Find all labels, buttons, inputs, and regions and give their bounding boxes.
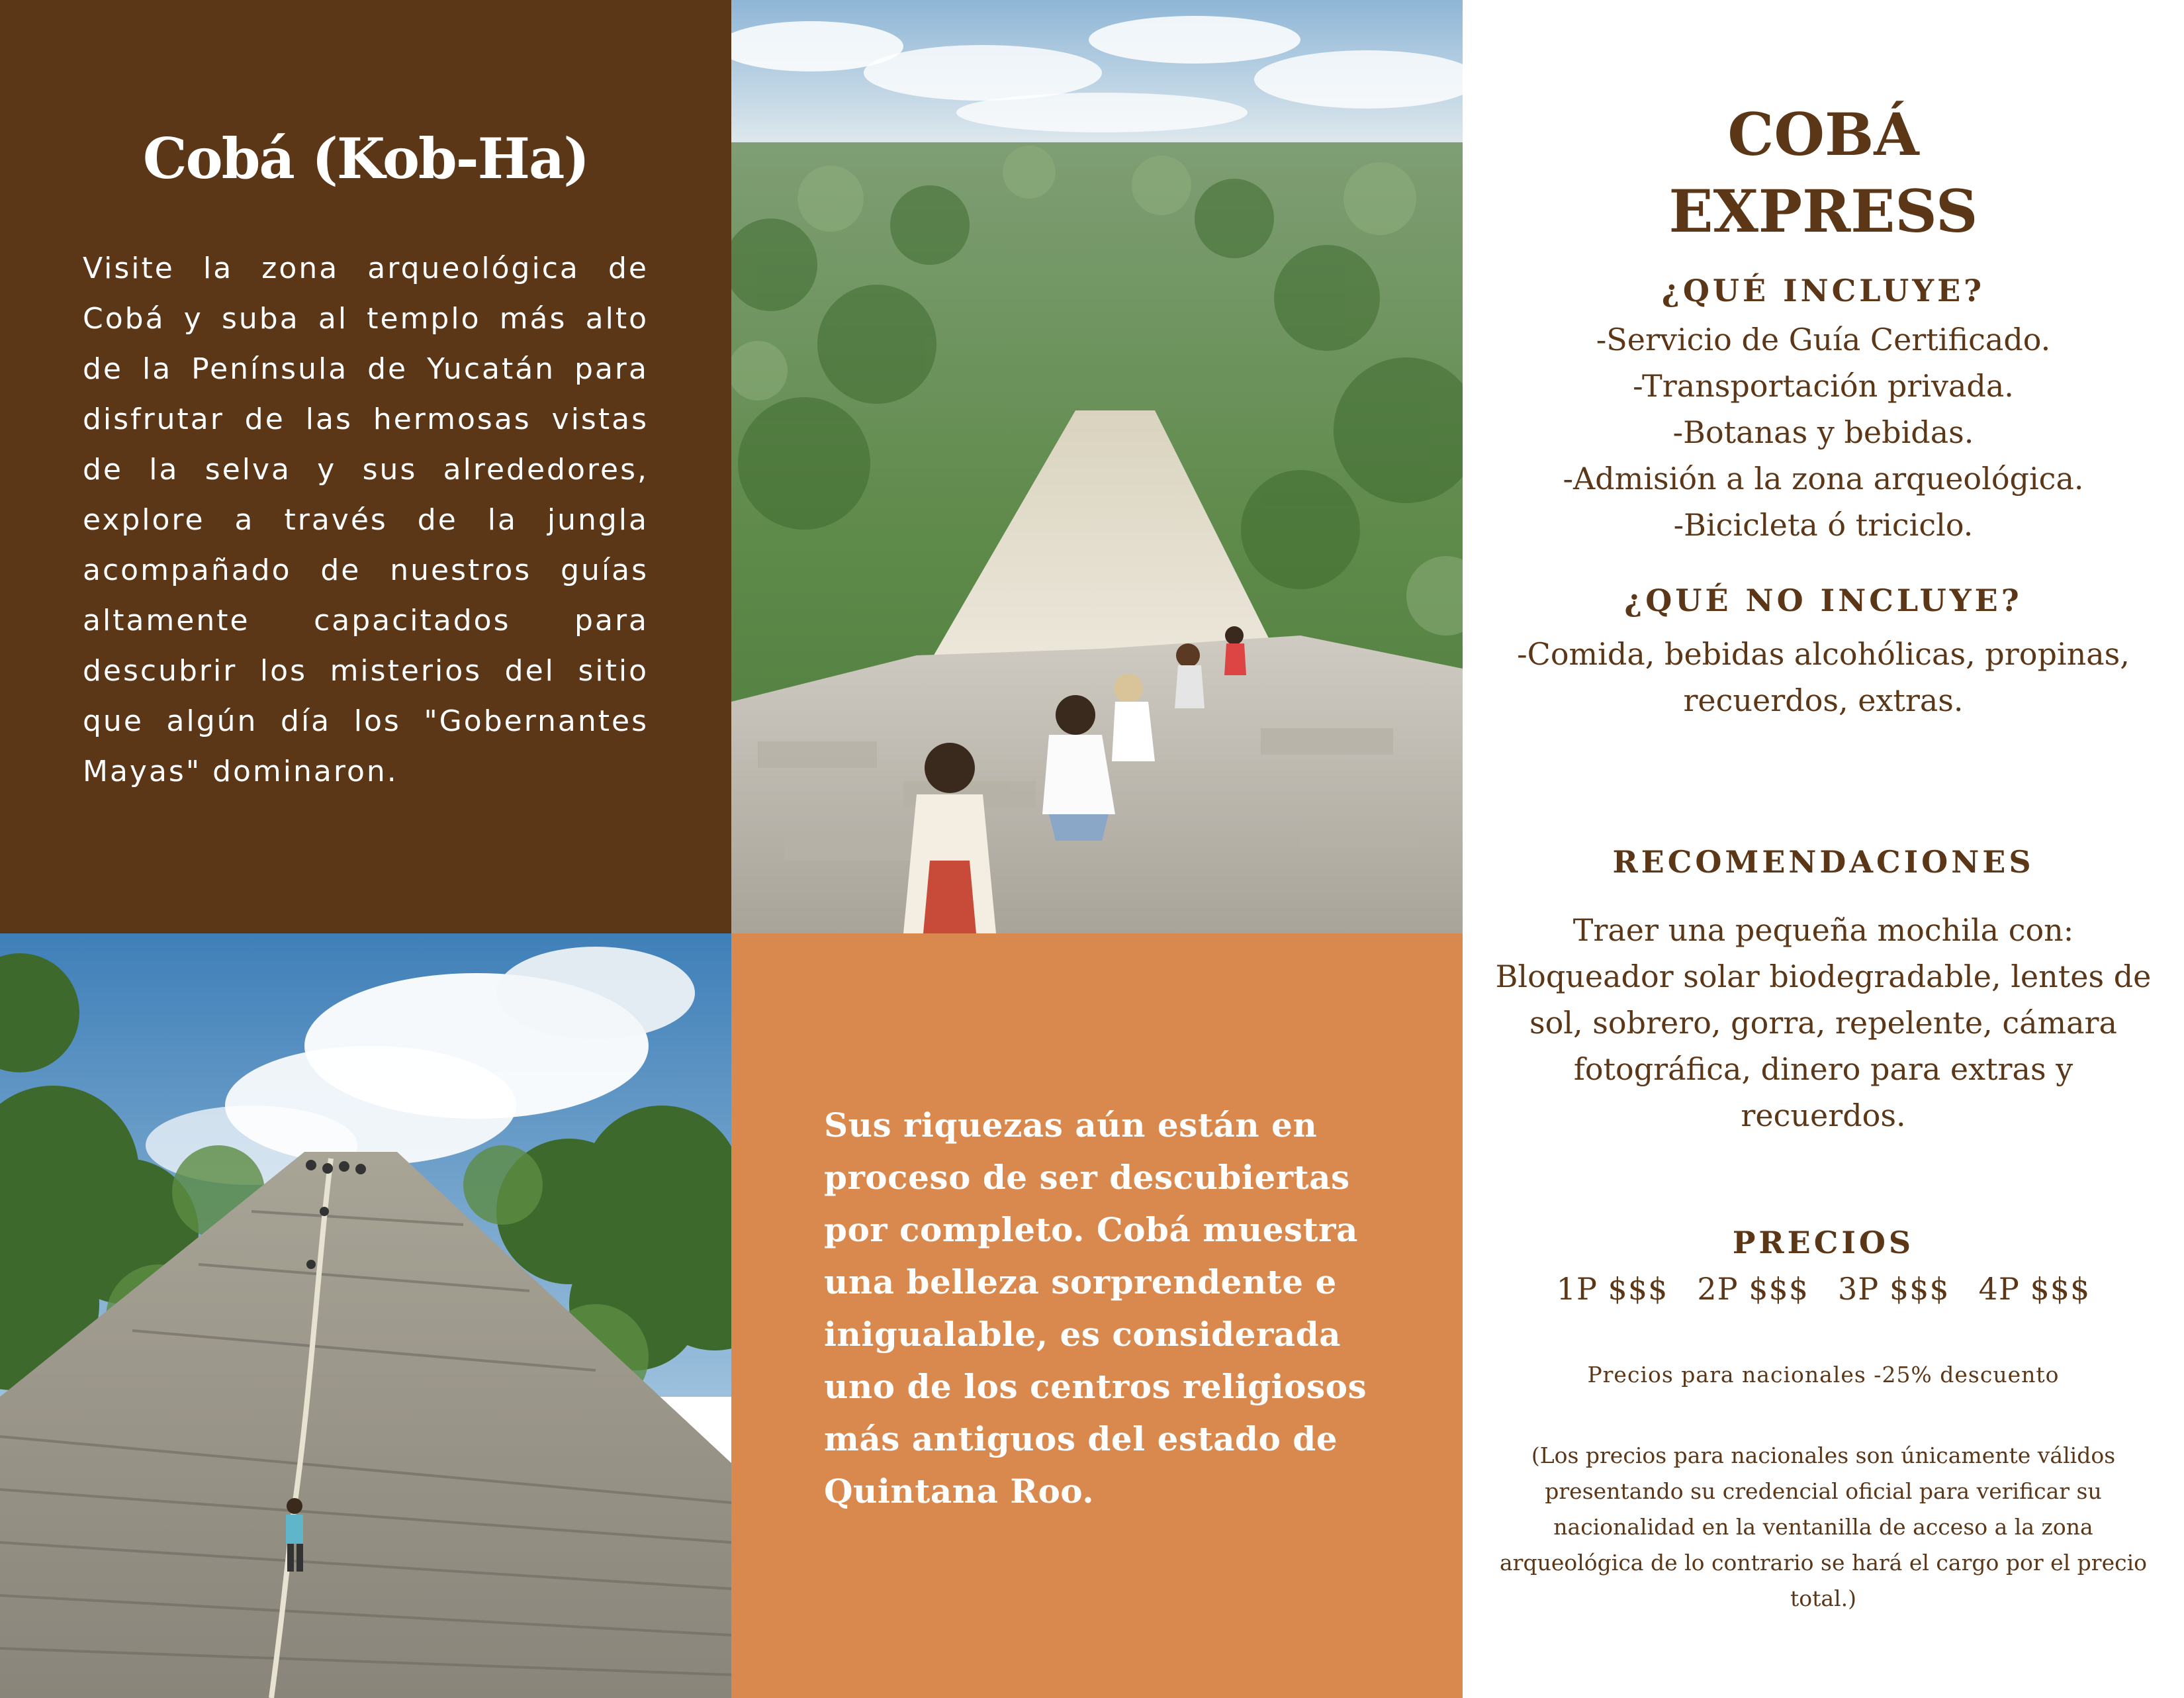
- info-panel: [1463, 0, 2184, 1688]
- excludes-heading: ¿QUÉ NO INCLUYE?: [1624, 583, 2023, 618]
- recommendation-line: Traer una pequeña mochila con:: [1572, 912, 2074, 948]
- price-2p: 2P $$$: [1697, 1271, 1809, 1307]
- info-title-line1: COBÁ: [1727, 100, 1919, 169]
- legal-line: nacionalidad en la ventanilla de acceso a la zona: [1553, 1514, 2093, 1540]
- intro-panel: [0, 0, 731, 933]
- price-1p: 1P $$$: [1556, 1271, 1668, 1307]
- legal-line: total.): [1790, 1585, 1856, 1611]
- list-item: -Servicio de Guía Certificado.: [1596, 322, 2051, 357]
- recommendation-line: sol, sobrero, gorra, repelente, cámara: [1529, 1005, 2117, 1041]
- legal-line: arqueológica de lo contrario se hará el cargo por el precio: [1500, 1550, 2147, 1576]
- price-4p: 4P $$$: [1978, 1271, 2091, 1307]
- legal-line: presentando su credencial oficial para verificar su: [1545, 1478, 2102, 1504]
- legal-note: [1463, 1438, 2184, 1617]
- list-item: -Transportación privada.: [1633, 368, 2014, 404]
- list-item: -Bicicleta ó triciclo.: [1673, 507, 1974, 543]
- riches-text: Sus riquezas aún están en proceso de ser descubiertas por completo. Cobá muestra una belleza sorprendente e inigualable, es considerada uno de los centros religiosos más antiguos del estado de Quintana Roo.: [824, 1106, 1367, 1511]
- pyramid-photo: [0, 933, 731, 1698]
- intro-title: Cobá (Kob-Ha): [142, 126, 589, 191]
- recommendation-line: fotográfica, dinero para extras y: [1573, 1051, 2073, 1087]
- prices-row: [1463, 1266, 2184, 1312]
- intro-text: Visite la zona arqueológica de Cobá y suba al templo más alto de la Península de Yucatán para disfrutar de las hermosas vistas de la selva y sus alrededores, explore a través de la jungla acompañado de nuestros guías altamente capacitados para descubrir los misterios del sitio que algún día los "Gobernantes Mayas" dominaron.: [83, 252, 649, 788]
- recommendations-heading: RECOMENDACIONES: [1612, 844, 2034, 880]
- legal-line: (Los precios para nacionales son únicamente válidos: [1531, 1442, 2116, 1468]
- recommendations-text: [1463, 907, 2184, 1139]
- list-item: -Admisión a la zona arqueológica.: [1563, 461, 2084, 496]
- excludes-line: recuerdos, extras.: [1683, 683, 1964, 718]
- riches-panel: [731, 933, 1463, 1698]
- discount-note: Precios para nacionales -25% descuento: [1587, 1362, 2060, 1388]
- info-title: [1463, 96, 2184, 250]
- excludes-text: [1463, 631, 2184, 724]
- includes-list: [1463, 316, 2184, 548]
- prices-heading: PRECIOS: [1732, 1225, 1915, 1260]
- info-title-line2: EXPRESS: [1668, 177, 1978, 246]
- list-item: -Botanas y bebidas.: [1672, 414, 1974, 450]
- price-3p: 3P $$$: [1838, 1271, 1950, 1307]
- recommendation-line: recuerdos.: [1741, 1098, 1906, 1133]
- excludes-line: -Comida, bebidas alcohólicas, propinas,: [1517, 636, 2130, 672]
- includes-heading: ¿QUÉ INCLUYE?: [1661, 273, 1985, 308]
- recommendation-line: Bloqueador solar biodegradable, lentes de: [1495, 959, 2152, 994]
- jungle-view-photo: [731, 0, 1463, 933]
